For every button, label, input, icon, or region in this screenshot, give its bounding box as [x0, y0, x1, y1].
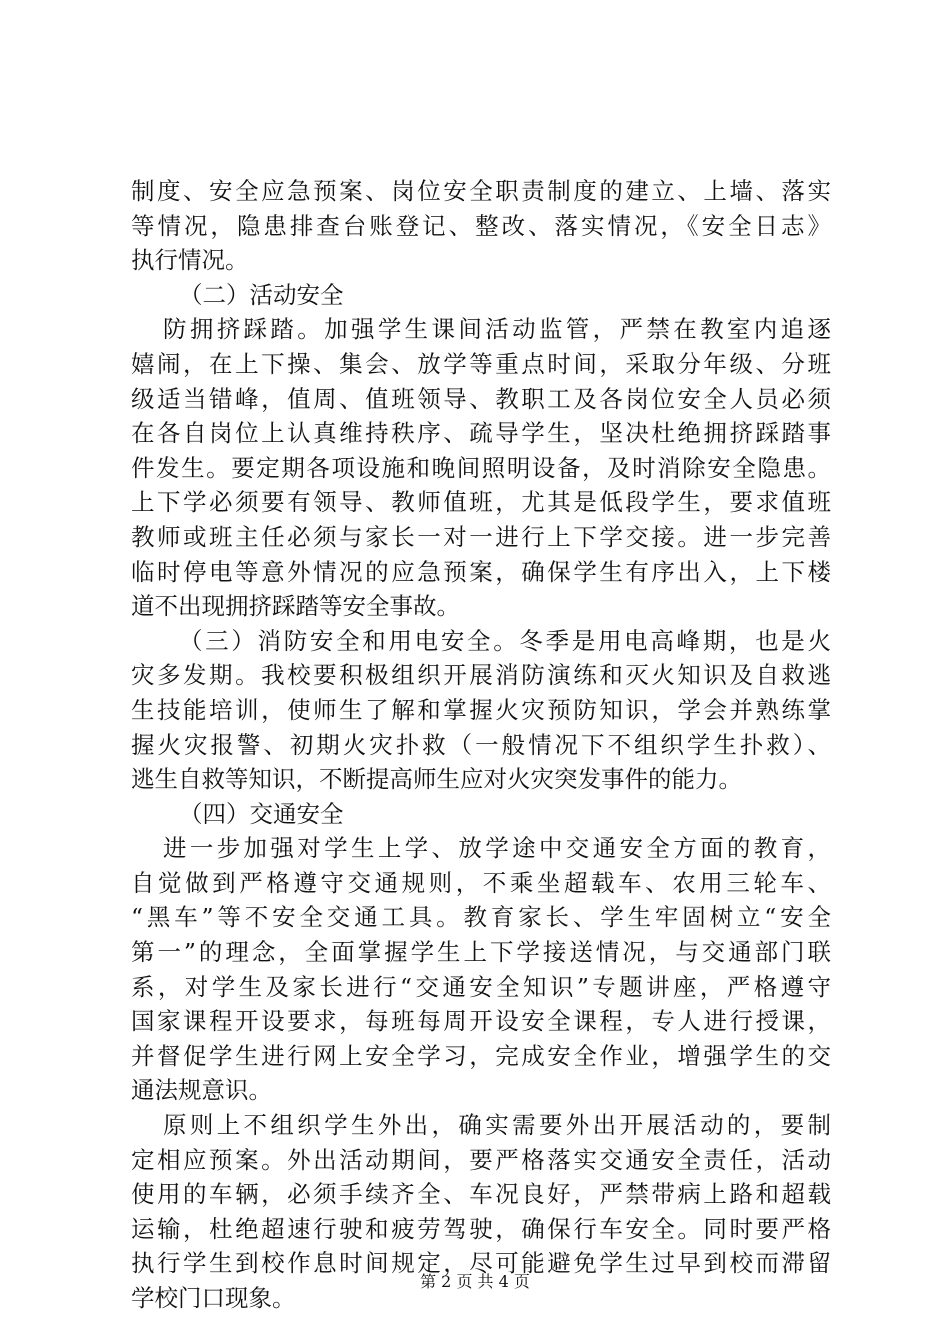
- text-line: 通法规意识。: [131, 1076, 272, 1105]
- text-line: 自觉做到严格遵守交通规则，不乘坐超载车、农用三轮车、: [131, 868, 831, 897]
- text-line: 道不出现拥挤踩踏等安全事故。: [131, 592, 460, 621]
- text-line: （三）消防安全和用电安全。冬季是用电高峰期，也是火: [179, 626, 831, 655]
- text-line: 国家课程开设要求，每班每周开设安全课程，专人进行授课，: [131, 1007, 831, 1036]
- text-line: 制度、安全应急预案、岗位安全职责制度的建立、上墙、落实: [131, 177, 831, 205]
- document-body: [131, 174, 831, 1316]
- text-line: 原则上不组织学生外出，确实需要外出开展活动的，要制: [163, 1111, 831, 1140]
- text-line: 级适当错峰，值周、值班领导、教职工及各岗位安全人员必须: [131, 384, 831, 413]
- text-line: 使用的车辆，必须手续齐全、车况良好，严禁带病上路和超载: [131, 1180, 831, 1209]
- text-line: 等情况，隐患排查台账登记、整改、落实情况，《安全日志》: [131, 211, 831, 240]
- text-line: 灾多发期。我校要积极组织开展消防演练和灭火知识及自救逃: [131, 661, 831, 690]
- page-footer: 第 2 页 共 4 页: [420, 1272, 530, 1291]
- text-line: 运输，杜绝超速行驶和疲劳驾驶，确保行车安全。同时要严格: [131, 1214, 831, 1243]
- text-line: 嬉闹，在上下操、集会、放学等重点时间，采取分年级、分班: [131, 349, 831, 378]
- text-line: 件发生。要定期各项设施和晚间照明设备，及时消除安全隐患。: [131, 453, 831, 482]
- text-line: 生技能培训，使师生了解和掌握火灾预防知识，学会并熟练掌: [131, 695, 831, 724]
- text-line: 上下学必须要有领导、教师值班，尤其是低段学生，要求值班: [131, 488, 831, 517]
- text-line: 防拥挤踩踏。加强学生课间活动监管，严禁在教室内追逐: [163, 315, 831, 344]
- text-line: “黑车”等不安全交通工具。教育家长、学生牢固树立“安全: [131, 903, 831, 932]
- text-line: （四）交通安全: [179, 799, 344, 828]
- text-line: 进一步加强对学生上学、放学途中交通安全方面的教育，: [163, 834, 831, 863]
- text-line: （二）活动安全: [179, 280, 344, 309]
- text-line: 定相应预案。外出活动期间，要严格落实交通安全责任，活动: [131, 1145, 831, 1174]
- text-line: 执行情况。: [131, 246, 249, 275]
- text-line: 第一”的理念，全面掌握学生上下学接送情况，与交通部门联: [131, 938, 831, 967]
- text-line: 学校门口现象。: [131, 1284, 296, 1312]
- text-line: 系，对学生及家长进行“交通安全知识”专题讲座，严格遵守: [131, 972, 831, 1001]
- text-line: 执行学生到校作息时间规定，尽可能避免学生过早到校而滞留: [131, 1249, 831, 1278]
- text-line: 在各自岗位上认真维持秩序、疏导学生，坚决杜绝拥挤踩踏事: [131, 419, 831, 448]
- text-line: 逃生自救等知识，不断提高师生应对火灾突发事件的能力。: [131, 765, 742, 794]
- text-line: 握火灾报警、初期火灾扑救（一般情况下不组织学生扑救）、: [131, 730, 831, 759]
- text-line: 教师或班主任必须与家长一对一进行上下学交接。进一步完善: [131, 522, 831, 551]
- text-line: 临时停电等意外情况的应急预案，确保学生有序出入，上下楼: [131, 557, 831, 586]
- text-line: 并督促学生进行网上安全学习，完成安全作业，增强学生的交: [131, 1041, 831, 1070]
